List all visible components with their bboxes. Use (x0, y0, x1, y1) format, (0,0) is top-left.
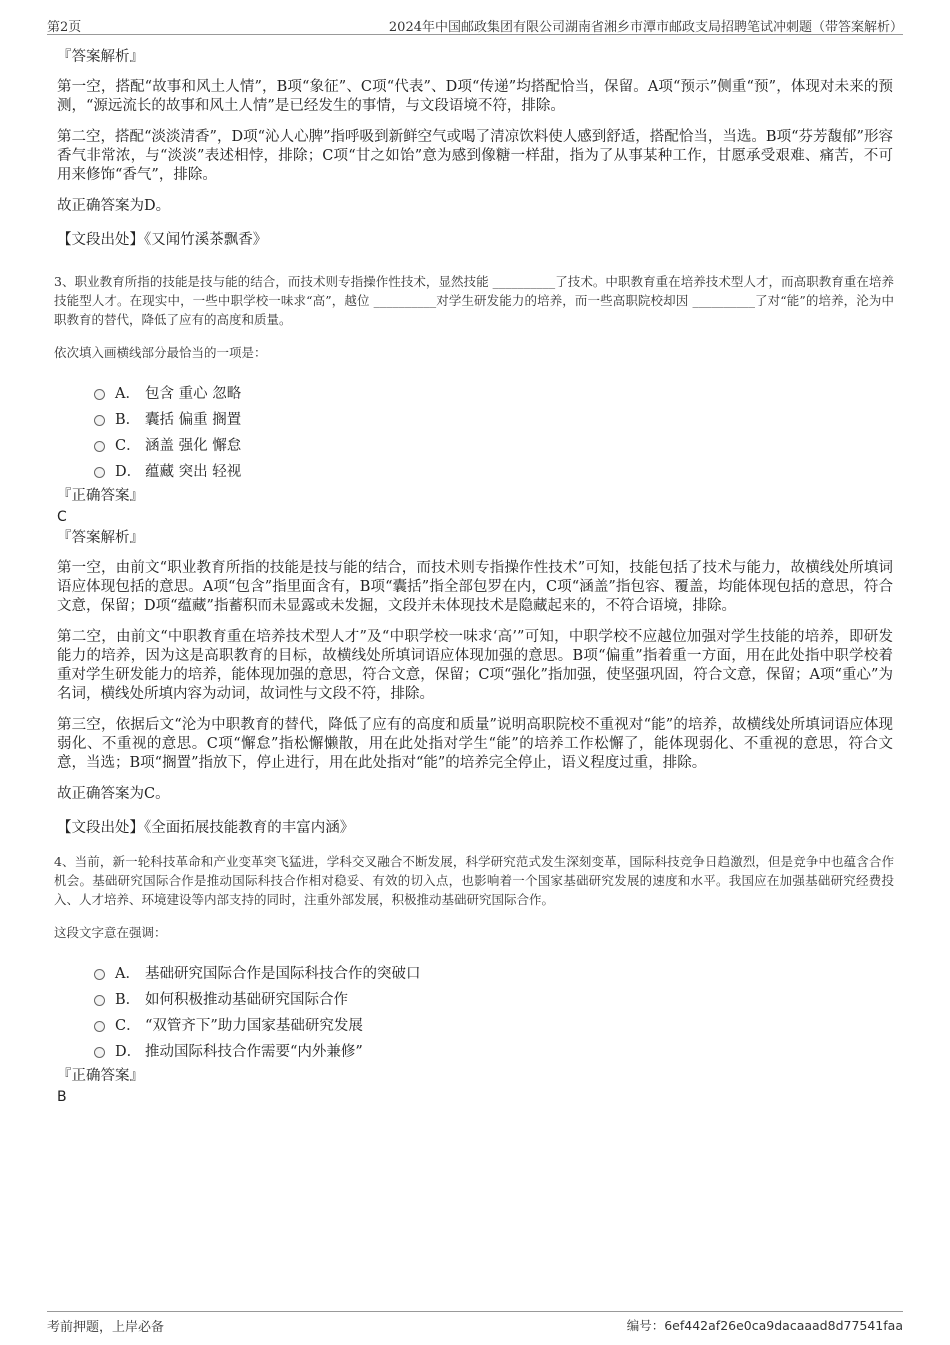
q4-answer: B (57, 1089, 67, 1105)
footer-slogan: 考前押题，上岸必备 (47, 1320, 165, 1335)
page-number: 第2页 (47, 20, 82, 35)
document-id: 编号：6ef442af26e0ca9dacaaad8d77541faa (626, 1318, 903, 1333)
radio-icon[interactable] (94, 1021, 105, 1032)
q3-prompt: 依次填入画横线部分最恰当的一项是： (54, 345, 267, 360)
q2-analysis-para-2: 第二空，搭配“淡淡清香”，D项“沁人心脾”指呼吸到新鲜空气或喝了清凉饮料使人感到舒适，搭配恰当，当选。B项“芬芳馥郁”形容香气非常浓，与“淡淡”表述相悖，排除；C项“甘之如饴”意为感到像糖一样甜，指为了从事某种工作，甘愿承受艰难、痛苦，不可用来修饰“香气”，排除。 (57, 129, 893, 183)
q4-answer-label: 『正确答案』 (57, 1068, 144, 1084)
q2-analysis-label: 『答案解析』 (57, 49, 144, 65)
radio-icon[interactable] (94, 969, 105, 980)
q2-analysis-para-1: 第一空，搭配“故事和风土人情”，B项“象征”、C项“代表”、D项“传递”均搭配恰当，保留。A项“预示”侧重“预”，体现对未来的预测，“源远流长的故事和风土人情”是已经发生的事情，与文段语境不符，排除。 (57, 79, 893, 114)
q4-option-d[interactable]: D． 推动国际科技合作需要“内外兼修” (94, 1039, 893, 1065)
page-footer (47, 1311, 903, 1336)
q3-option-a[interactable]: A． 包含 重心 忽略 (94, 381, 893, 407)
q3-analysis-para-2: 第二空，由前文“中职教育重在培养技术型人才”及“中职学校一味求‘高’”可知，中职学校不应越位加强对学生技能的培养，即研发能力的培养，因为这是高职教育的目标，故横线处所填词语应体现加强的意思。B项“偏重”指着重一方面，用在此处指中职学校着重对学生研发能力的培养，能体现加强的意思，符合文意，保留；C项“强化”指加强，使坚强巩固，符合文意，保留；A项“重心”为名词，横线处所填内容为动词，故词性与文段不符，排除。 (57, 629, 893, 702)
q4-option-b[interactable]: B． 如何积极推动基础研究国际合作 (94, 987, 893, 1013)
q3-analysis-label: 『答案解析』 (57, 530, 144, 546)
q3-options (94, 381, 893, 485)
q3-analysis-para-3: 第三空，依据后文“沦为中职教育的替代，降低了应有的高度和质量”说明高职院校不重视对“能”的培养，故横线处所填词语应体现弱化、不重视的意思。C项“懈怠”指松懈懒散，用在此处指对学生“能”的培养工作松懈了，能体现弱化、不重视的意思，符合文意，当选；B项“搁置”指放下，停止进行，用在此处指对“能”的培养完全停止，语义程度过重，排除。 (57, 717, 893, 771)
q3-answer-label: 『正确答案』 (57, 488, 144, 504)
q2-conclusion: 故正确答案为D。 (57, 198, 171, 214)
radio-icon[interactable] (94, 467, 105, 478)
page-header (47, 14, 903, 35)
radio-icon[interactable] (94, 415, 105, 426)
q4-option-c[interactable]: C． “双管齐下”助力国家基础研究发展 (94, 1013, 893, 1039)
q3-answer: C (57, 509, 67, 525)
q3-question-text: 3、职业教育所指的技能是技与能的结合，而技术则专指操作性技术，显然技能 __________了技术。中职教育重在培养技术型人才，而高职教育重在培养技能型人才。在现实中，一些中职学校一味求“高”，越位 __________对学生研发能力的培养，而一些高职院校却因 __________了对“能”的培养，沦为中职教育的替代，降低了应有的高度和质量。 (54, 274, 894, 327)
q4-options (94, 961, 893, 1065)
q4-question-text: 4、当前，新一轮科技革命和产业变革突飞猛进，学科交叉融合不断发展，科学研究范式发生深刻变革，国际科技竞争日趋激烈，但是竞争中也蕴含合作机会。基础研究国际合作是推动国际科技合作相对稳妥、有效的切入点，也影响着一个国家基础研究发展的速度和水平。我国应在加强基础研究经费投入、人才培养、环境建设等内部支持的同时，注重外部发展，积极推动基础研究国际合作。 (54, 854, 894, 907)
radio-icon[interactable] (94, 995, 105, 1006)
q3-option-d[interactable]: D． 蕴藏 突出 轻视 (94, 459, 893, 485)
radio-icon[interactable] (94, 1047, 105, 1058)
q4-prompt: 这段文字意在强调： (54, 925, 167, 940)
q3-conclusion: 故正确答案为C。 (57, 786, 170, 802)
radio-icon[interactable] (94, 389, 105, 400)
q3-option-b[interactable]: B． 囊括 偏重 搁置 (94, 407, 893, 433)
document-title: 2024年中国邮政集团有限公司湖南省湘乡市潭市邮政支局招聘笔试冲刺题（带答案解析） (388, 20, 903, 35)
q3-source: 【文段出处】《全面拓展技能教育的丰富内涵》 (57, 820, 355, 836)
q3-analysis-para-1: 第一空，由前文“职业教育所指的技能是技与能的结合，而技术则专指操作性技术”可知，技能包括了技术与能力，故横线处所填词语应体现包括的意思。A项“包含”指里面含有，B项“囊括”指全部包罗在内，C项“涵盖”指包容、覆盖，均能体现包括的意思，符合文意，保留；D项“蕴藏”指蓄积而未显露或未发掘，文段并未体现技术是隐藏起来的，不符合语境，排除。 (57, 560, 893, 614)
page-content (54, 46, 894, 1107)
q2-source: 【文段出处】《又闻竹溪茶飘香》 (57, 232, 268, 248)
radio-icon[interactable] (94, 441, 105, 452)
q3-option-c[interactable]: C． 涵盖 强化 懈怠 (94, 433, 893, 459)
q4-option-a[interactable]: A． 基础研究国际合作是国际科技合作的突破口 (94, 961, 893, 987)
